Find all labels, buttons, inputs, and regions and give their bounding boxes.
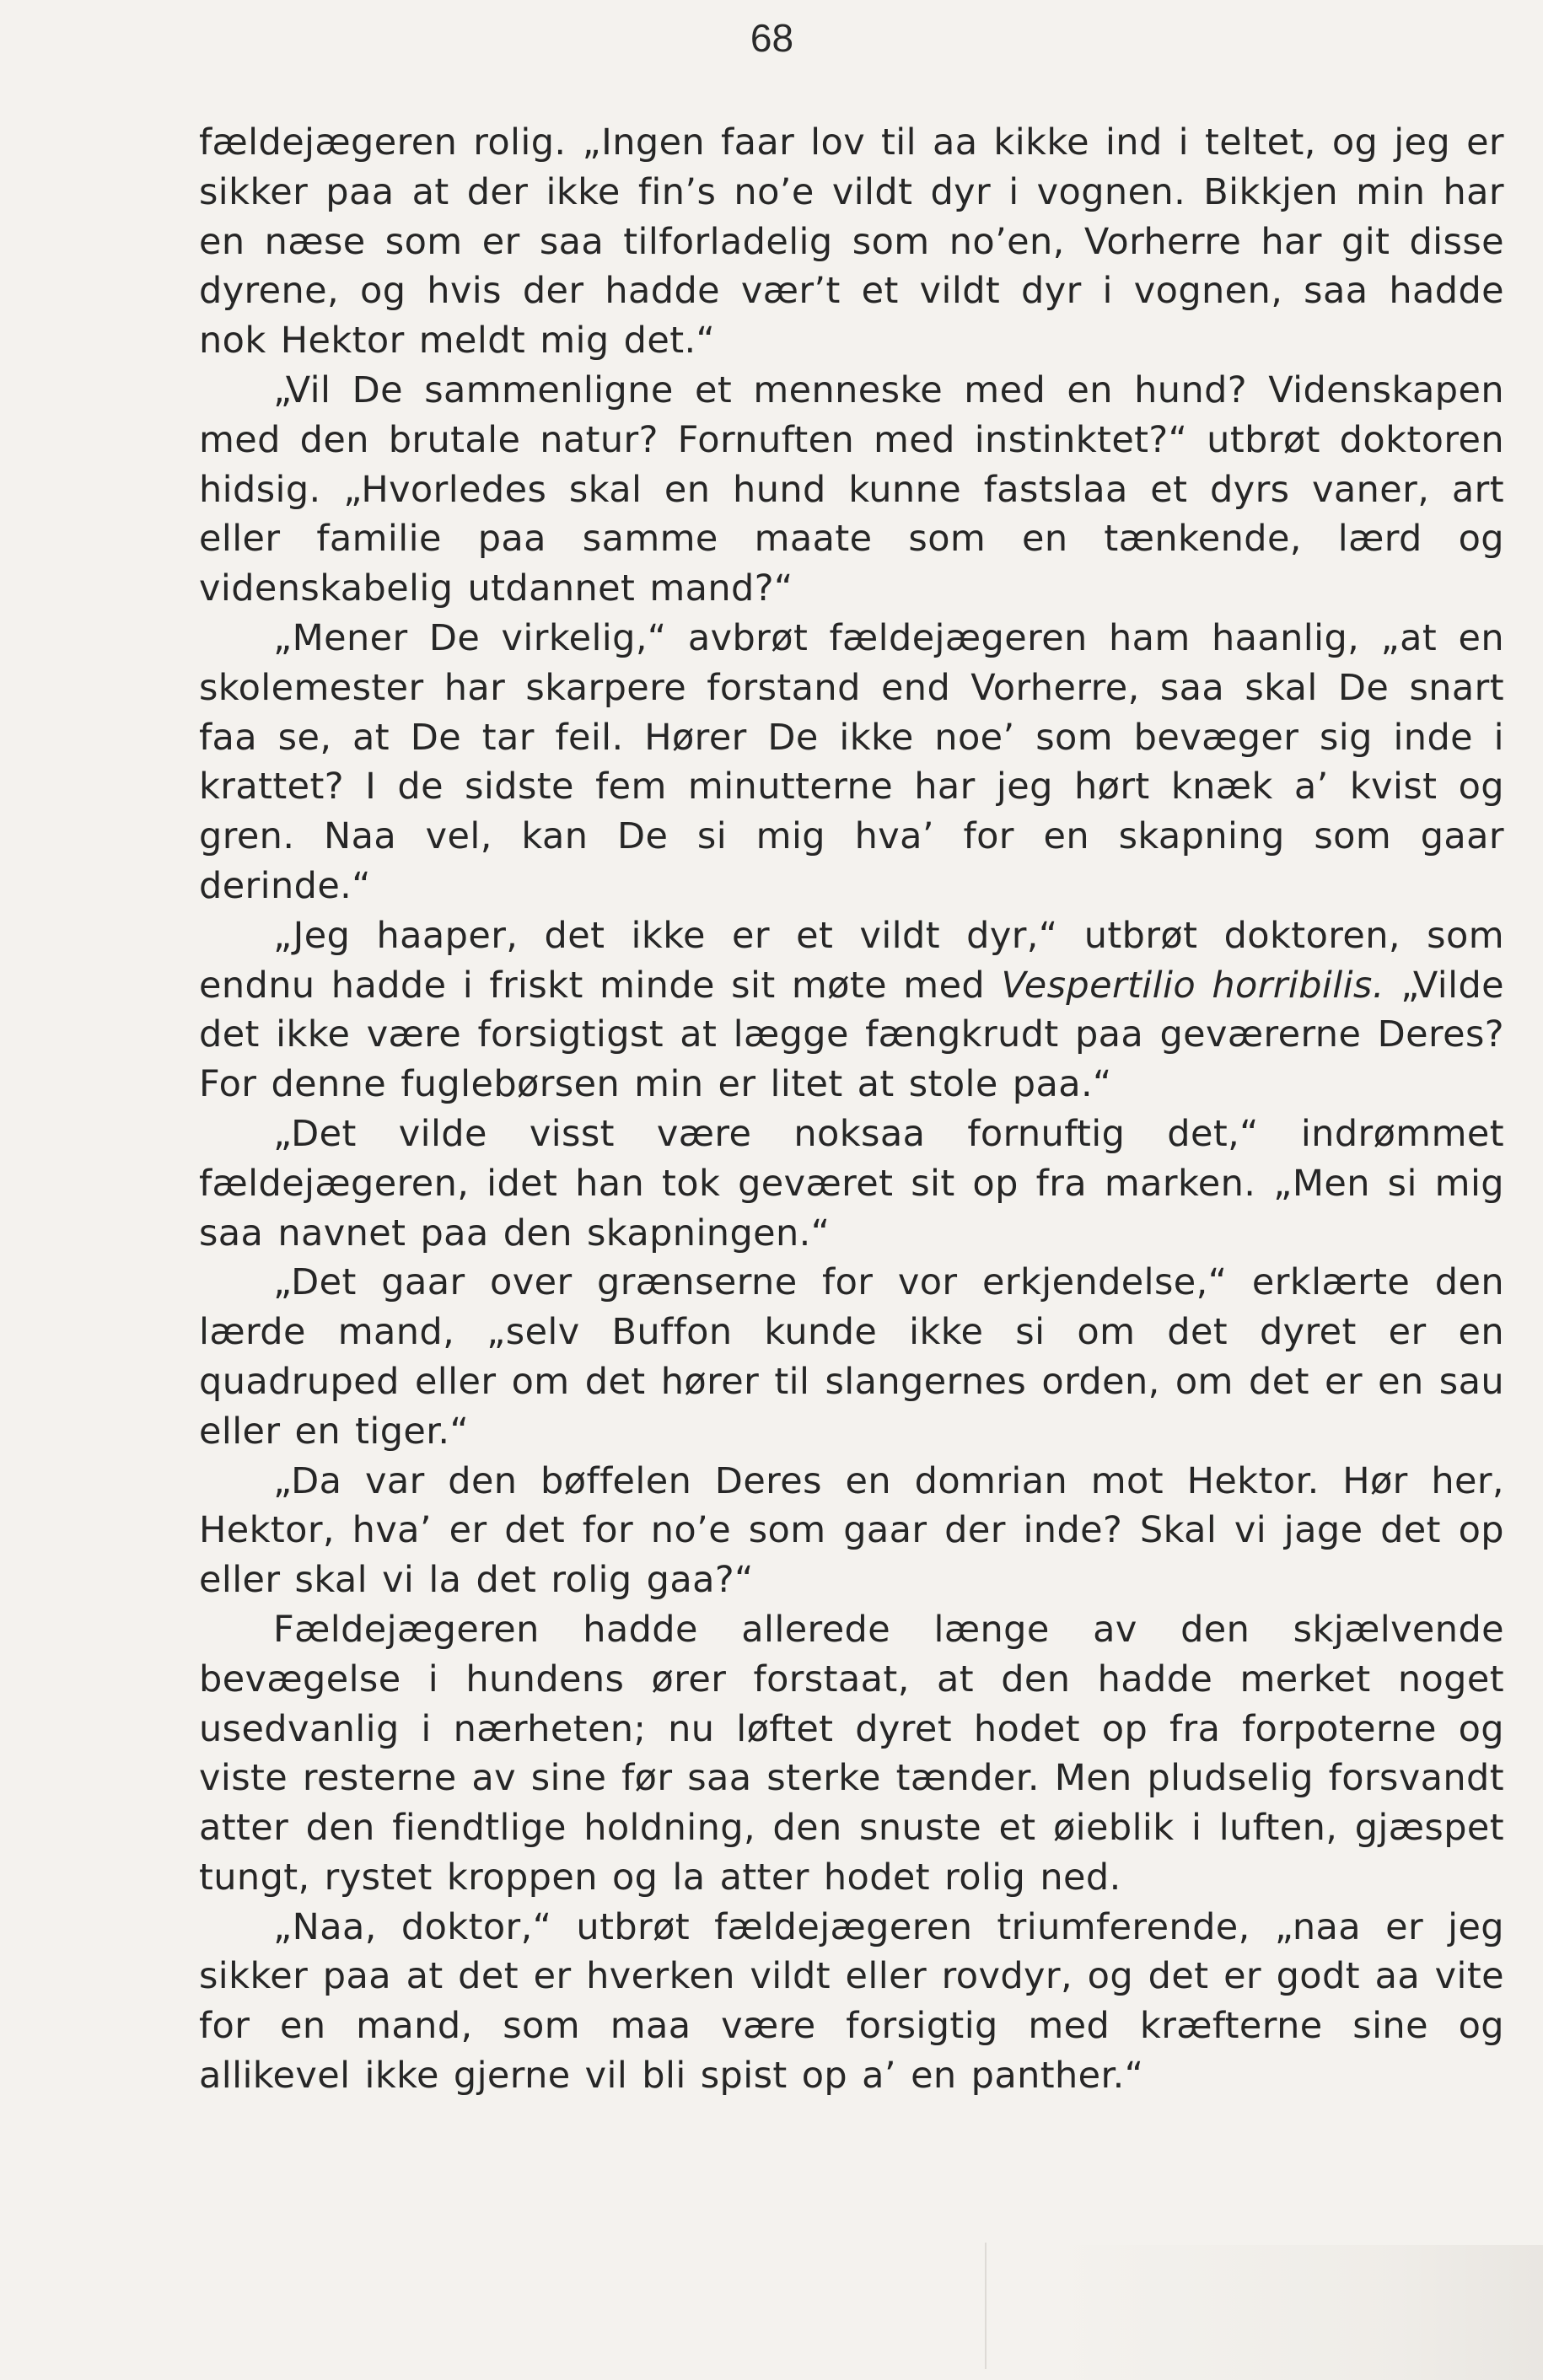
page-number: 68 [750, 16, 794, 60]
paragraph: „Mener De virkelig,“ avbrøt fældejægeren ham haanlig, „at en skolemester har skarpere forstand end Vorherre, saa skal De snart faa se, at De tar feil. Hører De ikke noe’ som bevæger sig inde i krattet? I de sidste fem minutterne har jeg hørt knæk a’ kvist og gren. Naa vel, kan De si mig hva’ for en skapning som gaar derinde.“ [199, 616, 1504, 907]
paragraph: „Vil De sammenligne et menneske med en hund? Videnskapen med den brutale natur? Fornuften med instinktet?“ utbrøt doktoren hidsig. „Hvorledes skal en hund kunne fastslaa et dyrs vaner, art eller familie paa samme maate som en tænkende, lærd og videnskabelig utdannet mand?“ [199, 368, 1504, 610]
page-corner-shade [1037, 2245, 1543, 2380]
paragraph-text: „Vilde det ikke være forsigtigst at lægge fængkrudt paa geværerne Deres? For denne fuglebørsen min er litet at stole paa.“ [199, 964, 1505, 1106]
paragraph: fældejægeren rolig. „Ingen faar lov til aa kikke ind i teltet, og jeg er sikker paa at der ikke fin’s no’e vildt dyr i vognen. Bikkjen min har en næse som er saa tilforladelig som no’en, Vorherre har git disse dyrene, og hvis der hadde vær’t et vildt dyr i vognen, saa hadde nok Hektor meldt mig det.“ [199, 121, 1504, 363]
paragraph: „Da var den bøffelen Deres en domrian mot Hektor. Hør her, Hektor, hva’ er det for no’e som gaar der inde? Skal vi jage det op eller skal vi la det rolig gaa?“ [199, 1459, 1504, 1602]
paragraph: „Det gaar over grænserne for vor erkjendelse,“ erklærte den lærde mand, „selv Buffon kunde ikke si om det dyret er en quadruped eller om det hører til slangernes orden, om det er en sau eller en tiger.“ [199, 1261, 1504, 1453]
paragraph-text: „Jeg haaper, det ikke er et vildt dyr,“ utbrøt doktoren, som endnu hadde i friskt minde sit møte med [199, 914, 1504, 1007]
paragraph: „Det vilde visst være noksaa fornuftig det,“ indrømmet fældejægeren, idet han tok geværet sit op fra marken. „Men si mig saa navnet paa den skapningen.“ [199, 1112, 1504, 1254]
paragraph: Fældejægeren hadde allerede længe av den skjælvende bevægelse i hundens ører forstaat, at den hadde merket noget usedvanlig i nærheten; nu løftet dyret hodet op fra forpoterne og viste resterne av sine før saa sterke tænder. Men pludselig forsvandt atter den fiendtlige holdning, den snuste et øieblik i luften, gjæspet tungt, rystet kroppen og la atter hodet rolig ned. [199, 1608, 1504, 1899]
page-edge-shadow [985, 2243, 987, 2369]
paragraph [199, 911, 1504, 1109]
page-body [199, 118, 1504, 2101]
italic-species-name: Vespertilio horribilis. [1001, 964, 1384, 1007]
paragraph: „Naa, doktor,“ utbrøt fældejægeren triumferende, „naa er jeg sikker paa at det er hverken vildt eller rovdyr, og det er godt aa vite for en mand, som maa være forsigtig med kræfterne sine og allikevel ikke gjerne vil bli spist op a’ en panther.“ [199, 1905, 1504, 2098]
